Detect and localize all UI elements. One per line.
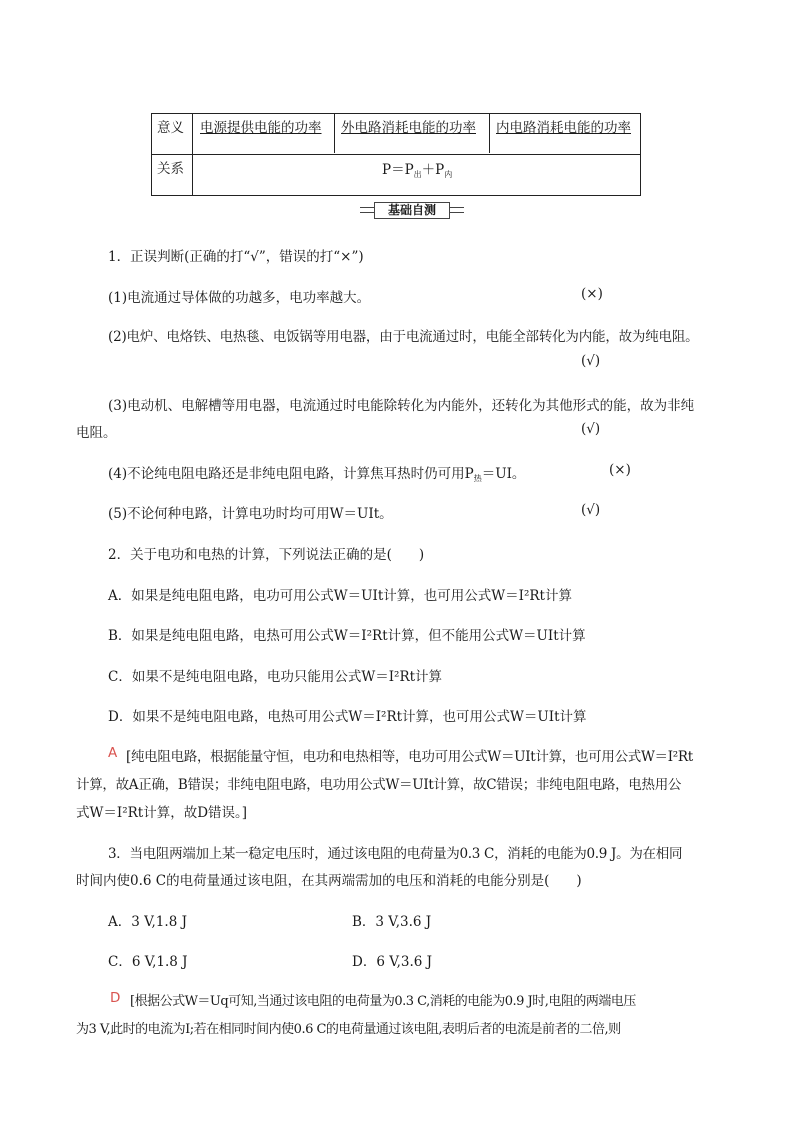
q1-item-1: (1)电流通过导体做的功越多，电功率越大。 <box>108 290 371 306</box>
q1-item-3-mark: (√) <box>581 421 601 437</box>
section-tag <box>360 202 464 218</box>
q2-option-b: B．如果是纯电阻电路，电热可用公式W＝I²Rt计算，但不能用公式W＝UIt计算 <box>108 628 586 644</box>
q1-item-2: (2)电炉、电烙铁、电热毯、电饭锅等用电器，由于电流通过时，电能全部转化为内能，故为纯电阻。 <box>108 329 699 345</box>
row-label-relation: 关系 <box>157 161 184 177</box>
q1-item-3-line1: (3)电动机、电解槽等用电器，电流通过时电能除转化为内能外，还转化为其他形式的能，故为非纯 <box>108 398 695 414</box>
cell-external-power: 外电路消耗电能的功率 <box>341 120 476 136</box>
q1-item-2-mark: (√) <box>581 353 601 369</box>
table-col-divider <box>489 114 490 153</box>
q1-item-5-mark: (√) <box>581 502 601 518</box>
row-label-meaning: 意义 <box>157 120 184 136</box>
q2-answer-letter: A <box>108 745 118 761</box>
summary-table <box>151 113 641 196</box>
q3-option-d: D．6 V,3.6 J <box>352 954 433 970</box>
q3-explanation-line1: [根据公式W＝Uq可知,当通过该电阻的电荷量为0.3 C,消耗的电能为0.9 J时,电阻的两端电压 <box>130 994 636 1009</box>
q1-item-3-line2: 电阻。 <box>76 425 117 441</box>
q3-stem-line2: 时间内使0.6 C的电荷量通过该电阻，在其两端需加的电压和消耗的电能分别是( ) <box>76 873 582 889</box>
q3-option-b: B．3 V,3.6 J <box>352 914 432 930</box>
q2-option-d: D．如果不是纯电阻电路，电热可用公式W＝I²Rt计算，也可用公式W＝UIt计算 <box>108 709 587 725</box>
q3-answer-letter: D <box>110 990 121 1006</box>
q1-item-4-mark: (×) <box>609 462 631 478</box>
q1-item-4: (4)不论纯电阻电路还是非纯电阻电路，计算焦耳热时仍可用$P_热=UI$。 <box>108 466 526 483</box>
cell-source-power: 电源提供电能的功率 <box>200 120 322 136</box>
table-row-divider <box>152 154 640 155</box>
q2-explanation-line2: 计算，故A正确，B错误；非纯电阻电路，电功用公式W＝UIt计算，故C错误；非纯电阻电路，电热用公 <box>76 777 682 793</box>
q3-option-c: C．6 V,1.8 J <box>108 954 188 970</box>
q3-stem-line1: 3．当电阻两端加上某一稳定电压时，通过该电阻的电荷量为0.3 C，消耗的电能为0.9 J。为在相同 <box>108 846 683 862</box>
q2-option-a: A．如果是纯电阻电路，电功可用公式W＝UIt计算，也可用公式W＝I²Rt计算 <box>108 588 572 604</box>
q1-item-5: (5)不论何种电路，计算电功时均可用W＝UIt。 <box>108 506 393 522</box>
q2-explanation-line1: [纯电阻电路，根据能量守恒，电功和电热相等，电功可用公式W＝UIt计算，也可用公式W＝I²Rt <box>126 749 693 765</box>
q1-item-1-mark: (×) <box>581 286 603 302</box>
cell-internal-power: 内电路消耗电能的功率 <box>496 120 631 136</box>
q3-option-a: A．3 V,1.8 J <box>108 914 187 930</box>
q2-option-c: C．如果不是纯电阻电路，电功只能用公式W＝I²Rt计算 <box>108 669 443 685</box>
q2-stem: 2．关于电功和电热的计算，下列说法正确的是( ) <box>108 547 425 563</box>
table-col-divider <box>192 114 193 195</box>
q2-explanation-line3: 式W＝I²Rt计算，故D错误。] <box>76 805 248 821</box>
q1-stem: 1．正误判断(正确的打“√”，错误的打“×”) <box>108 249 364 265</box>
section-tag-label: 基础自测 <box>374 202 450 219</box>
q3-explanation-line2: 为3 V,此时的电流为I;若在相同时间内使0.6 C的电荷量通过该电阻,表明后者的电流是前者的二倍,则 <box>76 1022 621 1037</box>
power-relation-formula: $P=P_出+P_内$ <box>382 162 453 179</box>
table-col-divider <box>334 114 335 153</box>
